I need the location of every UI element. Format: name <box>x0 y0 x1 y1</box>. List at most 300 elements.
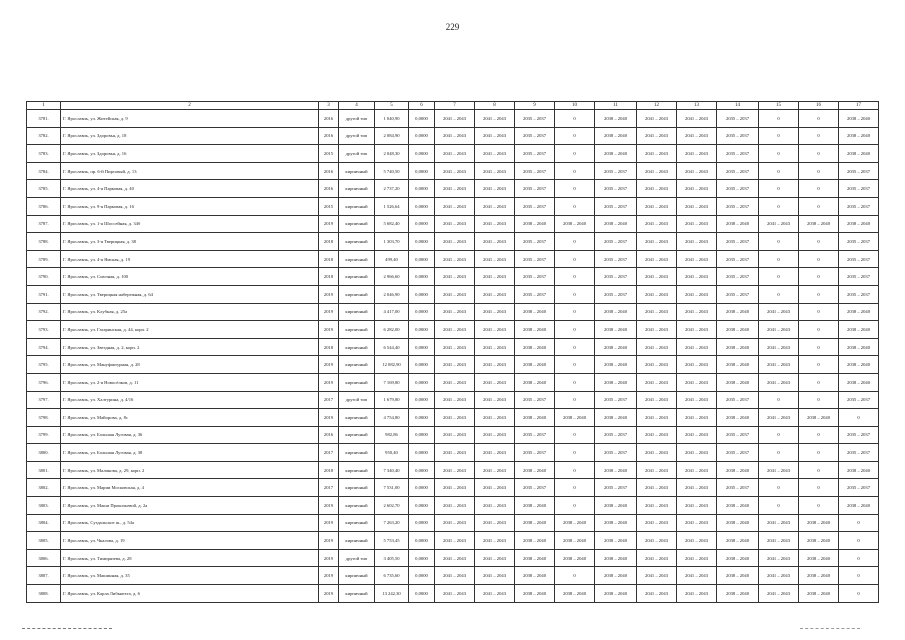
table-cell: 2 966,60 <box>375 268 409 286</box>
table-cell: 2038 – 2040 <box>515 356 555 374</box>
table-cell: 2041 – 2043 <box>435 549 475 567</box>
table-cell: 2041 – 2043 <box>759 567 799 585</box>
table-row <box>27 409 879 427</box>
address-cell: Г. Ярославль, ул. 2-я Новосёлков, д. 11 <box>61 373 319 391</box>
table-cell: кирпичный <box>339 250 375 268</box>
table-cell: 2041 – 2043 <box>435 250 475 268</box>
table-cell: 2041 – 2043 <box>435 180 475 198</box>
table-cell: 2038 – 2040 <box>515 303 555 321</box>
table-cell: 2041 – 2043 <box>759 338 799 356</box>
table-cell: 0,0000 <box>409 532 435 550</box>
table-cell: 2035 – 2037 <box>839 250 879 268</box>
table-cell: 2038 – 2040 <box>515 321 555 339</box>
table-cell: 2041 – 2043 <box>435 461 475 479</box>
table-cell: 2038 – 2040 <box>555 409 595 427</box>
table-cell: 2035 – 2037 <box>839 180 879 198</box>
table-cell: 2019 <box>319 549 339 567</box>
table-cell: 2041 – 2043 <box>475 567 515 585</box>
table-cell: 0 <box>839 409 879 427</box>
table-cell: 2041 – 2043 <box>677 497 717 515</box>
table-cell: 2041 – 2043 <box>637 145 677 163</box>
table-cell: 2035 – 2037 <box>717 268 759 286</box>
table-cell: 2038 – 2040 <box>595 514 637 532</box>
table-cell: 2035 – 2037 <box>717 391 759 409</box>
table-cell: 2038 – 2040 <box>717 215 759 233</box>
table-cell: 2018 <box>319 250 339 268</box>
table-cell: 2038 – 2040 <box>839 373 879 391</box>
table-cell: 4 417,00 <box>375 303 409 321</box>
table-cell: 2035 – 2037 <box>595 444 637 462</box>
table-cell: 2038 – 2040 <box>717 549 759 567</box>
table-cell: кирпичный <box>339 321 375 339</box>
table-cell: 2038 – 2040 <box>839 338 879 356</box>
table-cell: 2018 <box>319 338 339 356</box>
table-cell: 2038 – 2040 <box>717 497 759 515</box>
table-row <box>27 215 879 233</box>
row-number-cell: 3803. <box>27 497 61 515</box>
table-cell: 2041 – 2043 <box>637 110 677 128</box>
table-row <box>27 321 879 339</box>
table-cell: 2041 – 2043 <box>475 479 515 497</box>
address-cell: Г. Ярославль, ул. Машинная, д. 35 <box>61 567 319 585</box>
table-cell: 2038 – 2040 <box>799 409 839 427</box>
table-cell: 2038 – 2040 <box>515 532 555 550</box>
row-number-cell: 3807. <box>27 567 61 585</box>
table-cell: 2041 – 2043 <box>435 303 475 321</box>
table-cell: кирпичный <box>339 532 375 550</box>
table-cell: кирпичный <box>339 162 375 180</box>
column-number: 6 <box>409 102 435 110</box>
table-cell: 2038 – 2040 <box>717 585 759 603</box>
table-cell: 2041 – 2043 <box>637 426 677 444</box>
table-cell: 2041 – 2043 <box>637 409 677 427</box>
table-cell: 0 <box>555 356 595 374</box>
address-cell: Г. Ярославль, ул. Большая Луговая, д. 38 <box>61 444 319 462</box>
row-number-cell: 3804. <box>27 514 61 532</box>
table-cell: 0 <box>759 268 799 286</box>
table-cell: 0,0000 <box>409 391 435 409</box>
table-cell: 0 <box>555 461 595 479</box>
address-cell: Г. Ярославль, ул. Здоровья, д. 16 <box>61 145 319 163</box>
table-cell: 2035 – 2037 <box>717 479 759 497</box>
table-cell: 2017 <box>319 444 339 462</box>
table-cell: 2041 – 2043 <box>759 356 799 374</box>
table-cell: 2041 – 2043 <box>475 285 515 303</box>
table-row <box>27 145 879 163</box>
table-cell: 0 <box>799 461 839 479</box>
table-cell: 2041 – 2043 <box>637 356 677 374</box>
table-cell: 2041 – 2043 <box>435 373 475 391</box>
table-cell: 0 <box>555 479 595 497</box>
table-cell: 2038 – 2040 <box>595 461 637 479</box>
table-row <box>27 338 879 356</box>
table-cell: 2 737,20 <box>375 180 409 198</box>
table-cell: 0,0000 <box>409 444 435 462</box>
table-cell: 2041 – 2043 <box>637 268 677 286</box>
table-cell: кирпичный <box>339 373 375 391</box>
table-cell: 0 <box>759 197 799 215</box>
table-cell: 2041 – 2043 <box>637 285 677 303</box>
address-cell: Г. Ярославль, ул. 1-я Шоссейная, д. 34б <box>61 215 319 233</box>
table-cell: 2041 – 2043 <box>759 409 799 427</box>
table-cell: 2041 – 2043 <box>677 356 717 374</box>
table-cell: 2041 – 2043 <box>435 391 475 409</box>
table-cell: 0 <box>555 444 595 462</box>
table-row <box>27 356 879 374</box>
table-cell: 2035 – 2037 <box>839 391 879 409</box>
table-cell: 2041 – 2043 <box>677 585 717 603</box>
column-number: 17 <box>839 102 879 110</box>
row-number-cell: 3798. <box>27 409 61 427</box>
table-cell: 2035 – 2037 <box>515 479 555 497</box>
row-number-cell: 3790. <box>27 268 61 286</box>
table-cell: 0 <box>799 391 839 409</box>
table-cell: 2035 – 2037 <box>717 426 759 444</box>
table-cell: 2019 <box>319 373 339 391</box>
table-cell: 2038 – 2040 <box>595 585 637 603</box>
table-cell: 2041 – 2043 <box>435 426 475 444</box>
table-cell: 2035 – 2037 <box>515 162 555 180</box>
table-cell: 2038 – 2040 <box>595 215 637 233</box>
table-cell: 2041 – 2043 <box>475 426 515 444</box>
table-cell: 2038 – 2040 <box>595 567 637 585</box>
table-cell: 2041 – 2043 <box>435 356 475 374</box>
column-number: 2 <box>61 102 319 110</box>
table-cell: 6 735,60 <box>375 567 409 585</box>
table-cell: 2041 – 2043 <box>677 127 717 145</box>
table-cell: 0 <box>799 127 839 145</box>
column-number: 4 <box>339 102 375 110</box>
row-number-cell: 3808. <box>27 585 61 603</box>
table-cell: 2038 – 2040 <box>595 532 637 550</box>
table-row <box>27 479 879 497</box>
table-cell: 0,0000 <box>409 285 435 303</box>
table-cell: 2019 <box>319 532 339 550</box>
table-cell: 7 531,00 <box>375 479 409 497</box>
table-cell: 2035 – 2037 <box>839 197 879 215</box>
table-cell: 2041 – 2043 <box>759 585 799 603</box>
table-row <box>27 567 879 585</box>
table-cell: 2041 – 2043 <box>435 585 475 603</box>
table-cell: 2041 – 2043 <box>475 585 515 603</box>
table-cell: 0,0000 <box>409 426 435 444</box>
address-cell: Г. Ярославль, ул. Марии Московская, д. 4 <box>61 479 319 497</box>
table-cell: 2038 – 2040 <box>799 514 839 532</box>
row-number-cell: 3786. <box>27 197 61 215</box>
column-number: 13 <box>677 102 717 110</box>
table-cell: кирпичный <box>339 233 375 251</box>
table-cell: 0 <box>839 532 879 550</box>
table-cell: 2035 – 2037 <box>839 162 879 180</box>
table-cell: 2041 – 2043 <box>677 514 717 532</box>
row-number-cell: 3781. <box>27 110 61 128</box>
table-cell: 2019 <box>319 409 339 427</box>
address-cell: Г. Ярославль, ул. 9-я Парковая, д. 16 <box>61 197 319 215</box>
row-number-cell: 3787. <box>27 215 61 233</box>
table-cell: 2038 – 2040 <box>555 215 595 233</box>
table-cell: 3 405,50 <box>375 549 409 567</box>
table-cell: 2041 – 2043 <box>475 110 515 128</box>
table-cell: 2038 – 2040 <box>555 585 595 603</box>
table-cell: 2041 – 2043 <box>677 373 717 391</box>
table-cell: кирпичный <box>339 567 375 585</box>
table-cell: 2038 – 2040 <box>799 549 839 567</box>
table-cell: 2038 – 2040 <box>799 532 839 550</box>
address-cell: Г. Ярославль, ул. Большая Луговая, д. 36 <box>61 426 319 444</box>
table-cell: 0,0000 <box>409 127 435 145</box>
table-cell: 2041 – 2043 <box>637 338 677 356</box>
table-row <box>27 303 879 321</box>
table-cell: 2038 – 2040 <box>595 127 637 145</box>
column-number: 14 <box>717 102 759 110</box>
row-number-cell: 3785. <box>27 180 61 198</box>
address-cell: Г. Ярославль, ул. 3-я Тверицкая, д. 38 <box>61 233 319 251</box>
table-cell: 2035 – 2037 <box>717 127 759 145</box>
table-cell: 2041 – 2043 <box>475 461 515 479</box>
table-cell: 0 <box>759 127 799 145</box>
table-cell: 0 <box>555 321 595 339</box>
row-number-cell: 3784. <box>27 162 61 180</box>
address-cell: Г. Ярославль, ул. Майорова, д. 8с <box>61 409 319 427</box>
table-cell: 2041 – 2043 <box>677 532 717 550</box>
table-cell: 0,0000 <box>409 321 435 339</box>
table-cell: 2038 – 2040 <box>515 215 555 233</box>
address-cell: Г. Ярославль, ул. Тверицкая набережная, д. 64 <box>61 285 319 303</box>
table-cell: 0 <box>759 250 799 268</box>
table-cell: 0,0000 <box>409 356 435 374</box>
table-cell: 2035 – 2037 <box>515 285 555 303</box>
table-cell: 2041 – 2043 <box>637 479 677 497</box>
table-cell: 2035 – 2037 <box>717 233 759 251</box>
table-cell: 2038 – 2040 <box>717 338 759 356</box>
table-cell: 0 <box>799 145 839 163</box>
table-cell: 2038 – 2040 <box>717 514 759 532</box>
table-cell: 0 <box>799 233 839 251</box>
table-cell: 7 169,80 <box>375 373 409 391</box>
table-cell: 0 <box>839 567 879 585</box>
row-number-cell: 3805. <box>27 532 61 550</box>
table-cell: 2041 – 2043 <box>677 549 717 567</box>
table-cell: 2041 – 2043 <box>475 215 515 233</box>
row-number-cell: 3802. <box>27 479 61 497</box>
table-cell: 2038 – 2040 <box>839 461 879 479</box>
table-cell: 2017 <box>319 391 339 409</box>
table-cell: 2035 – 2037 <box>717 197 759 215</box>
table-cell: 0,0000 <box>409 479 435 497</box>
table-cell: 2038 – 2040 <box>799 215 839 233</box>
table-cell: кирпичный <box>339 180 375 198</box>
table-cell: 2 048,30 <box>375 145 409 163</box>
table-cell: 2041 – 2043 <box>475 127 515 145</box>
table-cell: 0 <box>555 567 595 585</box>
table-cell: 2035 – 2037 <box>595 250 637 268</box>
table-cell: 0 <box>555 426 595 444</box>
table-cell: 2041 – 2043 <box>759 532 799 550</box>
table-cell: 2035 – 2037 <box>595 391 637 409</box>
table-cell: 499,40 <box>375 250 409 268</box>
address-cell: Г. Ярославль, ул. Тимирязева, д. 28 <box>61 549 319 567</box>
table-cell: 2038 – 2040 <box>595 110 637 128</box>
table-cell: 2041 – 2043 <box>435 321 475 339</box>
table-cell: 0 <box>799 250 839 268</box>
table-cell: 2038 – 2040 <box>515 585 555 603</box>
table-row <box>27 285 879 303</box>
address-cell: Г. Ярославль, ул. Здоровья, д. 18 <box>61 127 319 145</box>
table-cell: 2038 – 2040 <box>595 356 637 374</box>
table-cell: 2038 – 2040 <box>515 514 555 532</box>
table-cell: 2041 – 2043 <box>435 532 475 550</box>
table-cell: 2035 – 2037 <box>515 110 555 128</box>
table-cell: 2041 – 2043 <box>759 549 799 567</box>
row-number-cell: 3782. <box>27 127 61 145</box>
table-cell: 2038 – 2040 <box>839 215 879 233</box>
table-cell: 2041 – 2043 <box>435 215 475 233</box>
table-cell: 0,0000 <box>409 145 435 163</box>
table-cell: 2041 – 2043 <box>475 145 515 163</box>
table-cell: 2041 – 2043 <box>637 321 677 339</box>
table-cell: 2038 – 2040 <box>515 567 555 585</box>
table-cell: 1 679,80 <box>375 391 409 409</box>
table-cell: 2038 – 2040 <box>799 567 839 585</box>
table-row <box>27 497 879 515</box>
table-cell: кирпичный <box>339 268 375 286</box>
table-cell: 2038 – 2040 <box>839 497 879 515</box>
table-cell: 0 <box>799 321 839 339</box>
table-cell: 2041 – 2043 <box>677 461 717 479</box>
table-cell: 0 <box>799 373 839 391</box>
column-number: 9 <box>515 102 555 110</box>
table-cell: 2041 – 2043 <box>637 303 677 321</box>
table-cell: 2035 – 2037 <box>839 233 879 251</box>
table-cell: 0 <box>799 180 839 198</box>
table-cell: 2035 – 2037 <box>595 233 637 251</box>
table-cell: 2041 – 2043 <box>435 567 475 585</box>
table-cell: 2041 – 2043 <box>637 233 677 251</box>
row-number-cell: 3791. <box>27 285 61 303</box>
table-row <box>27 268 879 286</box>
table-cell: 2041 – 2043 <box>475 321 515 339</box>
table-cell: 2041 – 2043 <box>637 444 677 462</box>
table-cell: 2041 – 2043 <box>475 409 515 427</box>
table-cell: 2041 – 2043 <box>759 514 799 532</box>
table-row <box>27 444 879 462</box>
table-cell: 2035 – 2037 <box>515 250 555 268</box>
table-cell: 2019 <box>319 356 339 374</box>
table-cell: 0 <box>555 145 595 163</box>
address-cell: Г. Ярославль, ул. Звездная, д. 2, корп. 2 <box>61 338 319 356</box>
table-cell: 2018 <box>319 233 339 251</box>
table-cell: 2041 – 2043 <box>677 250 717 268</box>
table-cell: 0 <box>799 285 839 303</box>
table-cell: 0,0000 <box>409 585 435 603</box>
table-cell: 5 740,50 <box>375 162 409 180</box>
table-cell: 0 <box>799 479 839 497</box>
table-row <box>27 180 879 198</box>
table-cell: 2016 <box>319 127 339 145</box>
table-cell: кирпичный <box>339 444 375 462</box>
table-cell: 2041 – 2043 <box>677 426 717 444</box>
table-cell: 2041 – 2043 <box>759 321 799 339</box>
table-cell: 2041 – 2043 <box>637 373 677 391</box>
table-cell: 2041 – 2043 <box>475 356 515 374</box>
table-cell: 2019 <box>319 585 339 603</box>
table-cell: 7 340,40 <box>375 461 409 479</box>
table-cell: 0 <box>799 268 839 286</box>
table-row <box>27 250 879 268</box>
table-cell: кирпичный <box>339 479 375 497</box>
table-cell: 0 <box>555 250 595 268</box>
table-cell: 2041 – 2043 <box>677 180 717 198</box>
column-number-row <box>27 102 879 110</box>
table-cell: 2041 – 2043 <box>475 233 515 251</box>
table-cell: 2035 – 2037 <box>717 145 759 163</box>
table-cell: 2041 – 2043 <box>475 532 515 550</box>
table-cell: 0,0000 <box>409 303 435 321</box>
table-cell: 0,0000 <box>409 338 435 356</box>
table-cell: 2035 – 2037 <box>515 127 555 145</box>
table-cell: 2018 <box>319 461 339 479</box>
table-cell: 2041 – 2043 <box>475 391 515 409</box>
table-cell: 2038 – 2040 <box>595 373 637 391</box>
table-cell: 0,0000 <box>409 549 435 567</box>
table-cell: 0 <box>839 549 879 567</box>
table-cell: 0 <box>555 110 595 128</box>
table-cell: 2035 – 2037 <box>515 180 555 198</box>
table-cell: 0 <box>759 110 799 128</box>
table-cell: 0 <box>759 285 799 303</box>
column-number: 15 <box>759 102 799 110</box>
address-cell: Г. Ярославль, Суздальское ш., д. 54а <box>61 514 319 532</box>
table-cell: 2041 – 2043 <box>677 444 717 462</box>
table-cell: 2041 – 2043 <box>677 285 717 303</box>
table-cell: 2038 – 2040 <box>515 338 555 356</box>
address-cell: Г. Ярославль, ул. Союзная, д. 100 <box>61 268 319 286</box>
row-number-cell: 3799. <box>27 426 61 444</box>
table-cell: 2016 <box>319 426 339 444</box>
column-number: 5 <box>375 102 409 110</box>
table-cell: 2035 – 2037 <box>839 426 879 444</box>
row-number-cell: 3806. <box>27 549 61 567</box>
table-cell: 2038 – 2040 <box>839 356 879 374</box>
row-number-cell: 3783. <box>27 145 61 163</box>
table-cell: 0 <box>759 145 799 163</box>
table-cell: 0,0000 <box>409 110 435 128</box>
table-cell: 0,0000 <box>409 514 435 532</box>
table-cell: 0,0000 <box>409 215 435 233</box>
column-number: 12 <box>637 102 677 110</box>
table-cell: 2035 – 2037 <box>515 268 555 286</box>
table-row <box>27 532 879 550</box>
table-cell: 0,0000 <box>409 497 435 515</box>
table-row <box>27 162 879 180</box>
table-cell: 2038 – 2040 <box>595 321 637 339</box>
column-number: 7 <box>435 102 475 110</box>
table-cell: 2041 – 2043 <box>475 444 515 462</box>
row-number-cell: 3788. <box>27 233 61 251</box>
footer-line-right <box>800 628 860 629</box>
table-cell: 2035 – 2037 <box>595 426 637 444</box>
table-cell: 2041 – 2043 <box>435 444 475 462</box>
table-cell: 5 753,45 <box>375 532 409 550</box>
table-cell: 2041 – 2043 <box>677 567 717 585</box>
table-cell: 2035 – 2037 <box>717 180 759 198</box>
table-cell: 0 <box>555 497 595 515</box>
table-cell: 2035 – 2037 <box>717 110 759 128</box>
table-row <box>27 110 879 128</box>
footer-line <box>22 628 112 629</box>
table-cell: 2035 – 2037 <box>595 285 637 303</box>
table-cell: 0,0000 <box>409 233 435 251</box>
